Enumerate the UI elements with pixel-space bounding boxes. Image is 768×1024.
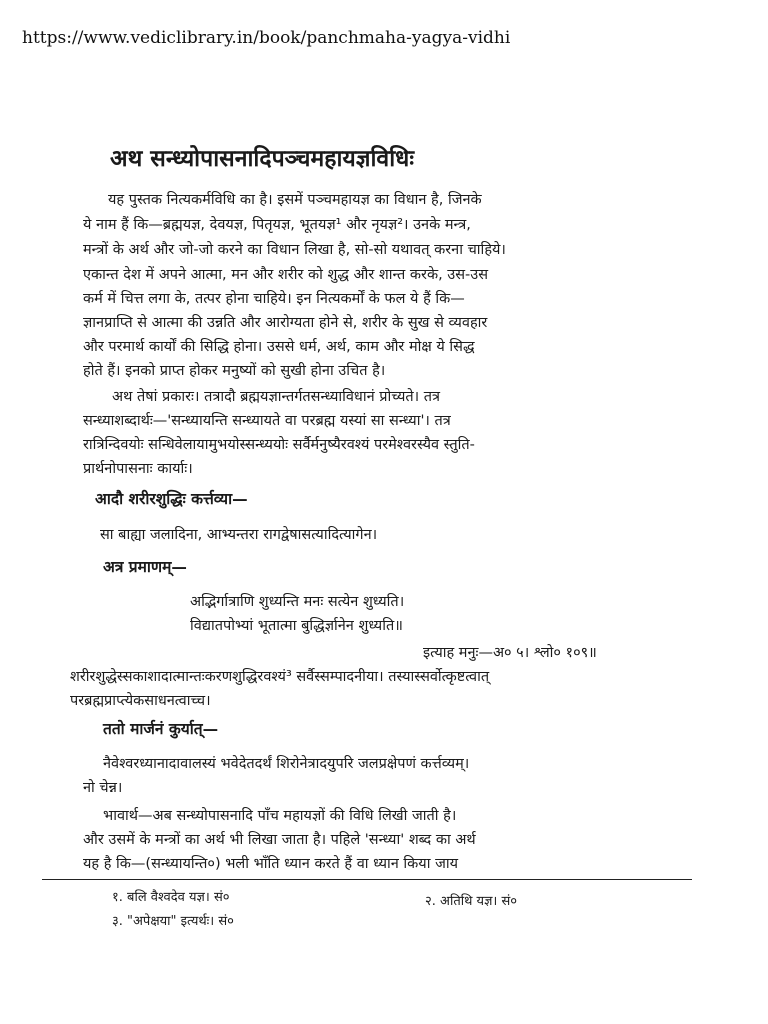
page-title: अथ सन्ध्योपासनादिपञ्चमहायज्ञविधिः (110, 146, 414, 172)
footnote-1: १. बलि वैश्वदेव यज्ञ। सं० (112, 890, 230, 905)
para5-line-2: और उसमें के मन्त्रों का अर्थ भी लिखा जाता है। पहिले 'सन्ध्या' शब्द का अर्थ (83, 832, 476, 848)
para1-line-5: कर्म में चित्त लगा के, तत्पर होना चाहिये। इन नित्यकर्मों के फल ये हैं कि— (83, 291, 465, 307)
heading-sharira-shuddhi: आदौ शरीरशुद्धिः कर्त्तव्या— (95, 490, 248, 508)
para1-line-8: होते हैं। इनको प्राप्त होकर मनुष्यों को सुखी होना उचित है। (83, 363, 386, 379)
para4-line-2: नो चेन्न। (83, 780, 123, 796)
footnote-divider (42, 879, 692, 880)
para5-line-3: यह है कि—(सन्ध्यायन्ति०) भली भाँति ध्यान करते हैं वा ध्यान किया जाय (83, 856, 458, 872)
para1-line-7: और परमार्थ कार्यों की सिद्धि होना। उससे धर्म, अर्थ, काम और मोक्ष ये सिद्ध (83, 339, 475, 355)
para2-line-1: अथ तेषां प्रकारः। तत्रादौ ब्रह्मयज्ञान्तर्गतसन्ध्याविधानं प्रोच्यते। तत्र (112, 389, 441, 405)
verse-line-1: अद्भिर्गात्राणि शुध्यन्ति मनः सत्येन शुध्यति। (190, 594, 405, 610)
verse-reference: इत्याह मनुः—अ० ५। श्लो० १०९॥ (423, 645, 597, 661)
para1-line-2: ये नाम हैं कि—ब्रह्मयज्ञ, देवयज्ञ, पितृयज्ञ, भूतयज्ञ¹ और नृयज्ञ²। उनके मन्त्र, (83, 217, 471, 233)
para3-line-2: परब्रह्मप्राप्त्येकसाधनत्वाच्च। (70, 693, 211, 709)
footnote-2: २. अतिथि यज्ञ। सं० (425, 894, 518, 909)
para5-line-1: भावार्थ—अब सन्ध्योपासनादि पाँच महायज्ञों की विधि लिखी जाती है। (103, 808, 457, 824)
para1-line-6: ज्ञानप्राप्ति से आत्मा की उन्नति और आरोग्यता होने से, शरीर के सुख से व्यवहार (83, 315, 488, 331)
para2-line-2: सन्ध्याशब्दार्थः—'सन्ध्यायन्ति सन्ध्यायते वा परब्रह्म यस्यां सा सन्ध्या'। तत्र (83, 413, 451, 429)
para1-line-4: एकान्त देश में अपने आत्मा, मन और शरीर को शुद्ध और शान्त करके, उस-उस (83, 267, 489, 283)
footnote-3: ३. "अपेक्षया" इत्यर्थः। सं० (112, 914, 234, 929)
source-url: https://www.vediclibrary.in/book/panchmaha-yagya-vidhi (22, 28, 511, 48)
para2-line-3: रात्रिन्दिवयोः सन्धिवेलायामुभयोस्सन्ध्ययोः सर्वैर्मनुष्यैरवश्यं परमेश्वरस्यैव स्तुति- (83, 437, 475, 453)
shuddhi-line: सा बाह्या जलादिना, आभ्यन्तरा रागद्वेषासत्यादित्यागेन। (100, 527, 378, 543)
para2-line-4: प्रार्थनोपासनाः कार्याः। (83, 461, 193, 477)
heading-marjanam: ततो मार्जनं कुर्यात्— (103, 720, 219, 738)
para1-line-3: मन्त्रों के अर्थ और जो-जो करने का विधान लिखा है, सो-सो यथावत् करना चाहिये। (83, 242, 506, 258)
para3-line-1: शरीरशुद्धेस्सकाशादात्मान्तःकरणशुद्धिरवश्यं³ सर्वैस्सम्पादनीया। तस्यास्सर्वोत्कृष्टत्वात् (70, 669, 490, 685)
heading-pramanam: अत्र प्रमाणम्— (103, 558, 187, 576)
para4-line-1: नैवेश्वरध्यानादावालस्यं भवेदेतदर्थं शिरोनेत्रादयुपरि जलप्रक्षेपणं कर्त्तव्यम्। (103, 756, 470, 772)
verse-line-2: विद्यातपोभ्यां भूतात्मा बुद्धिर्ज्ञानेन शुध्यति॥ (190, 618, 403, 634)
para1-line-1: यह पुस्तक नित्यकर्मविधि का है। इसमें पञ्चमहायज्ञ का विधान है, जिनके (108, 192, 482, 208)
